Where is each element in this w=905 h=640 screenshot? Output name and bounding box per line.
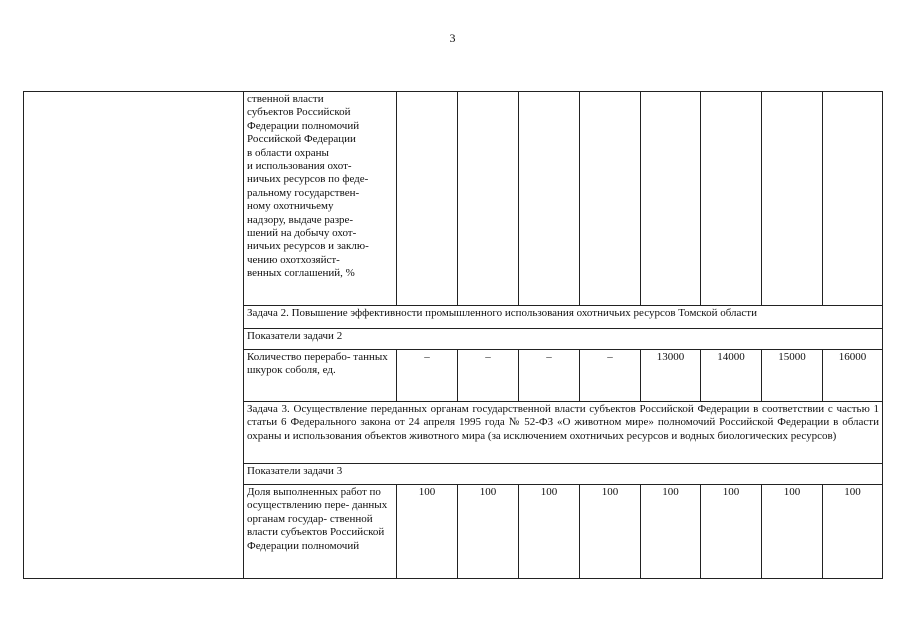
task3-indicator-label: Доля выполненных работ по осуществлению пере- данных органам государ- ственной власти субъектов Российской Федерации полномочий xyxy=(244,485,397,579)
value-cell xyxy=(580,92,641,306)
task3-value-cell: 100 xyxy=(397,485,458,579)
value-cell xyxy=(762,92,823,306)
task3-value-cell: 100 xyxy=(458,485,519,579)
task2-title: Задача 2. Повышение эффективности промышленного использования охотничьих ресурсов Томской области xyxy=(244,306,883,329)
task2-indicators-header: Показатели задачи 2 xyxy=(244,329,883,350)
value-cell xyxy=(519,92,580,306)
task3-indicators-header: Показатели задачи 3 xyxy=(244,464,883,485)
task3-value-cell: 100 xyxy=(519,485,580,579)
task2-value-cell: – xyxy=(458,350,519,402)
task2-value-cell: 15000 xyxy=(762,350,823,402)
task3-value-cell: 100 xyxy=(823,485,883,579)
task3-value-cell: 100 xyxy=(701,485,762,579)
task3-title: Задача 3. Осуществление переданных органам государственной власти субъектов Российской Федерации в соответствии с частью 1 статьи 6 Федерального закона от 24 апреля 1995 года № 52-ФЗ «О животном мире» полномочий Российской Федерации в области охраны и использования объектов животного мира (за исключением охотничьих ресурсов и водных биологических ресурсов) xyxy=(244,402,883,464)
task2-value-cell: 16000 xyxy=(823,350,883,402)
left-blank-cell xyxy=(24,92,244,579)
value-cell xyxy=(701,92,762,306)
value-cell xyxy=(823,92,883,306)
task3-value-cell: 100 xyxy=(580,485,641,579)
task3-value-cell: 100 xyxy=(641,485,701,579)
task2-value-cell: – xyxy=(519,350,580,402)
task3-value-cell: 100 xyxy=(762,485,823,579)
indicators-table xyxy=(23,91,883,579)
task2-value-cell: 14000 xyxy=(701,350,762,402)
value-cell xyxy=(458,92,519,306)
task2-value-cell: 13000 xyxy=(641,350,701,402)
value-cell xyxy=(397,92,458,306)
table-row-continuation xyxy=(24,92,883,306)
task2-indicator-label: Количество перерабо- танных шкурок соболя, ед. xyxy=(244,350,397,402)
continuation-label: ственной власти субъектов Российской Федерации полномочий Российской Федерации в области охраны и использования охот- ничьих ресурсов по феде- ральному государствен- ному охотничьему надзору, выдаче разре- шений на добычу охот- ничьих ресурсов и заклю- чению охотхозяйст- венных соглашений, % xyxy=(244,92,397,306)
task2-value-cell: – xyxy=(397,350,458,402)
value-cell xyxy=(641,92,701,306)
task2-value-cell: – xyxy=(580,350,641,402)
page-number: 3 xyxy=(449,31,456,45)
